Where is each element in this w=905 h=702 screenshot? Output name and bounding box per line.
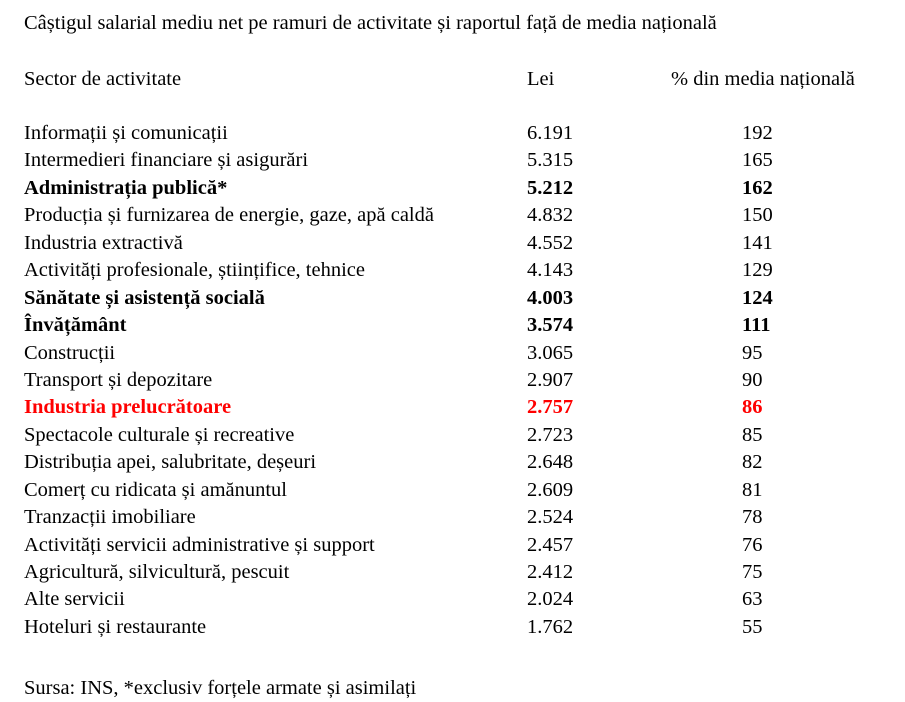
salary-lei: 4.003 <box>527 286 574 309</box>
table-row <box>0 614 905 641</box>
percent-of-national-average: 124 <box>742 286 773 309</box>
sector-name: Activități profesionale, științifice, tehnice <box>24 259 365 282</box>
percent-of-national-average: 162 <box>742 176 773 199</box>
salary-lei: 2.524 <box>527 506 574 529</box>
salary-lei: 4.552 <box>527 231 574 254</box>
percent-of-national-average: 129 <box>742 259 773 282</box>
salary-lei: 2.723 <box>527 423 574 446</box>
sector-name: Transport și depozitare <box>24 368 213 391</box>
percent-of-national-average: 76 <box>742 533 763 556</box>
salary-lei: 2.757 <box>527 396 574 419</box>
percent-of-national-average: 78 <box>742 506 763 529</box>
salary-lei: 2.457 <box>527 533 574 556</box>
table-row <box>0 312 905 339</box>
table-row <box>0 257 905 284</box>
sector-name: Activități servicii administrative și support <box>24 533 375 556</box>
sector-name: Intermedieri financiare și asigurări <box>24 149 309 172</box>
percent-of-national-average: 141 <box>742 231 773 254</box>
column-header-sector: Sector de activitate <box>24 68 182 90</box>
percent-of-national-average: 111 <box>742 314 771 337</box>
sector-name: Sănătate și asistență socială <box>24 286 265 309</box>
sector-name: Administrația publică* <box>24 176 228 199</box>
table-row <box>0 285 905 312</box>
table-row <box>0 532 905 559</box>
table-row <box>0 449 905 476</box>
column-header-lei: Lei <box>527 68 555 90</box>
salary-lei: 6.191 <box>527 122 574 144</box>
sector-name: Învățământ <box>24 314 127 337</box>
page-title: Câștigul salarial mediu net pe ramuri de activitate și raportul față de media națională <box>24 12 717 34</box>
sector-name: Spectacole culturale și recreative <box>24 423 295 446</box>
table-row <box>0 559 905 586</box>
sector-name: Hoteluri și restaurante <box>24 615 207 638</box>
percent-of-national-average: 192 <box>742 122 773 144</box>
table-row <box>0 367 905 394</box>
salary-lei: 3.065 <box>527 341 574 364</box>
table-row <box>0 340 905 367</box>
salary-lei: 2.648 <box>527 451 574 474</box>
salary-lei: 4.832 <box>527 204 574 227</box>
sector-name: Industria extractivă <box>24 231 183 254</box>
table-row <box>0 394 905 421</box>
sector-name: Informații și comunicații <box>24 122 228 144</box>
salary-lei: 3.574 <box>527 314 574 337</box>
percent-of-national-average: 85 <box>742 423 763 446</box>
percent-of-national-average: 95 <box>742 341 763 364</box>
table-row <box>0 477 905 504</box>
percent-of-national-average: 86 <box>742 396 763 419</box>
salary-lei: 2.412 <box>527 561 574 583</box>
percent-of-national-average: 55 <box>742 615 763 638</box>
table-row <box>0 175 905 202</box>
percent-of-national-average: 165 <box>742 149 773 172</box>
salary-table <box>0 120 905 641</box>
sector-name: Agricultură, silvicultură, pescuit <box>24 561 290 583</box>
sector-name: Tranzacții imobiliare <box>24 506 196 529</box>
salary-lei: 2.907 <box>527 368 574 391</box>
salary-lei: 2.024 <box>527 588 574 611</box>
percent-of-national-average: 90 <box>742 368 763 391</box>
percent-of-national-average: 82 <box>742 451 763 474</box>
sector-name: Construcții <box>24 341 116 364</box>
salary-lei: 5.212 <box>527 176 574 199</box>
table-row <box>0 586 905 613</box>
sector-name: Alte servicii <box>24 588 125 611</box>
table-row <box>0 230 905 257</box>
sector-name: Producția și furnizarea de energie, gaze, apă caldă <box>24 204 434 227</box>
source-note: Sursa: INS, *exclusiv forțele armate și asimilați <box>24 677 417 699</box>
table-row <box>0 120 905 147</box>
salary-lei: 2.609 <box>527 478 574 501</box>
sector-name: Distribuția apei, salubritate, deșeuri <box>24 451 317 474</box>
percent-of-national-average: 150 <box>742 204 773 227</box>
sector-name: Comerț cu ridicata și amănuntul <box>24 478 288 501</box>
table-row <box>0 147 905 174</box>
table-row <box>0 504 905 531</box>
salary-lei: 5.315 <box>527 149 574 172</box>
column-header-percent: % din media națională <box>671 68 855 90</box>
table-row <box>0 422 905 449</box>
percent-of-national-average: 63 <box>742 588 763 611</box>
percent-of-national-average: 75 <box>742 561 763 583</box>
table-row <box>0 202 905 229</box>
sector-name: Industria prelucrătoare <box>24 396 232 419</box>
salary-lei: 1.762 <box>527 615 574 638</box>
percent-of-national-average: 81 <box>742 478 763 501</box>
salary-lei: 4.143 <box>527 259 574 282</box>
